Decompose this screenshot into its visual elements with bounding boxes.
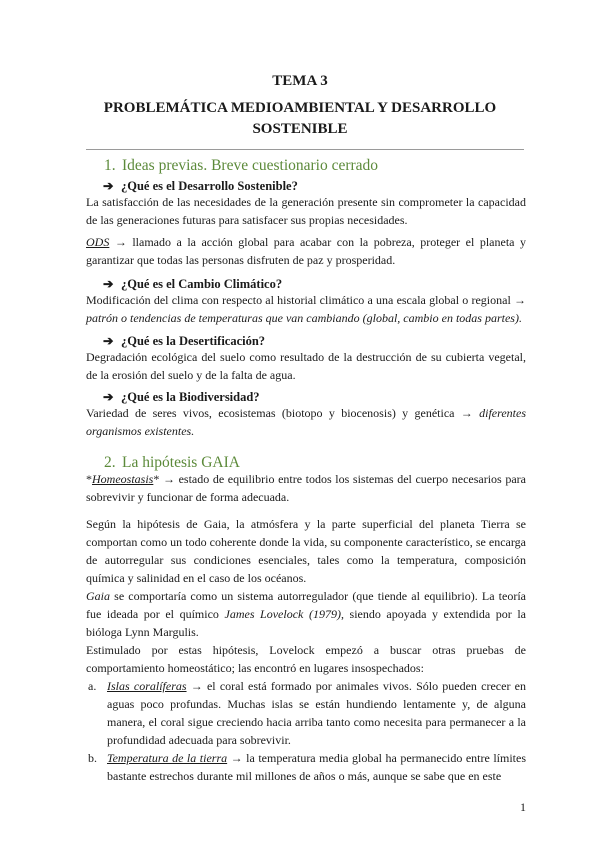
homeostasis-term: Homeostasis bbox=[92, 472, 154, 486]
answer-desarrollo-sostenible: La satisfacción de las necesidades de la generación presente sin comprometer la capacidad de las generaciones futuras para satisfacer sus propias necesidades. bbox=[86, 195, 526, 227]
document-title: PROBLEMÁTICA MEDIOAMBIENTAL Y DESARROLLO SOSTENIBLE bbox=[103, 100, 497, 137]
gaia-paragraph-3: Estimulado por estas hipótesis, Lovelock empezó a buscar otras pruebas de comportamiento homeostático; las encontró en lugares insospechados: bbox=[86, 643, 526, 675]
section-1-number: 1. bbox=[104, 157, 116, 174]
question-desertificacion bbox=[103, 333, 265, 349]
section-1-heading bbox=[104, 157, 378, 175]
answer-italic: diferentes organismos existentes. bbox=[86, 406, 526, 438]
answer-italic: patrón o tendencias de temperaturas que van cambiando (global, cambio en todas partes). bbox=[86, 311, 522, 325]
list-item-body: → la temperatura media global ha permanecido entre límites bastante estrechos durante mil millones de años o más, aunque se sabe que en este bbox=[107, 751, 527, 783]
section-1-title: Ideas previas. Breve cuestionario cerrado bbox=[122, 157, 379, 174]
list-marker: b. bbox=[88, 751, 97, 765]
gaia-text-b: , siendo apoyada y extendida por la bióloga Lynn Margulis. bbox=[86, 607, 527, 639]
list-item-term: Temperatura de la tierra bbox=[107, 751, 228, 765]
ods-text: → llamado a la acción global para acabar con la pobreza, proteger el planeta y garantizar que todas las personas disfruten de paz y prosperidad. bbox=[86, 235, 526, 267]
page-number: 1 bbox=[520, 800, 526, 814]
gaia-paragraph-1: Según la hipótesis de Gaia, la atmósfera y la parte superficial del planeta Tierra se comportan como un todo coherente donde la vida, su componente característico, se encarga de autorregular sus condiciones esenciales, tales como la temperatura, composición química y salinidad en el caso de los océanos. bbox=[86, 517, 526, 585]
section-2-title: La hipótesis GAIA bbox=[122, 454, 240, 471]
answer-cambio-climatico bbox=[86, 291, 526, 327]
gaia-paragraph-2 bbox=[86, 587, 526, 641]
question-biodiversidad bbox=[103, 389, 260, 405]
list-item-term: Islas coralíferas bbox=[107, 679, 187, 693]
section-2-number: 2. bbox=[104, 454, 116, 471]
list-item-text bbox=[107, 677, 526, 749]
arrow-icon: ➔ bbox=[103, 277, 114, 291]
homeostasis-paragraph bbox=[86, 470, 526, 506]
arrow-icon: ➔ bbox=[103, 334, 114, 348]
question-text: ¿Qué es el Cambio Climático? bbox=[121, 277, 283, 291]
list-item-a bbox=[88, 677, 526, 749]
answer-text: Modificación del clima con respecto al historial climático a una escala global o regional → bbox=[86, 293, 526, 307]
gaia-text-a: se comportaría como un sistema autorregulador (que tiende al equilibrio). La teoría fue ideada por el químico bbox=[86, 589, 526, 621]
gaia-author: James Lovelock (1979) bbox=[224, 607, 341, 621]
answer-desertificacion: Degradación ecológica del suelo como resultado de la destrucción de su cubierta vegetal, de la erosión del suelo y de la falta de agua. bbox=[86, 350, 526, 382]
tema-label: TEMA 3 bbox=[272, 73, 328, 89]
question-desarrollo-sostenible bbox=[103, 178, 298, 194]
question-text: ¿Qué es la Desertificación? bbox=[121, 334, 266, 348]
list-marker: a. bbox=[88, 679, 97, 693]
list-item-b bbox=[88, 749, 526, 789]
list-item-body: → el coral está formado por animales vivos. Sólo pueden crecer en aguas poco profundas. Muchas islas se están hundiendo lentamente y, de alguna manera, el coral sigue creciendo hacia arriba tanto como necesita para permanecer a la profundidad adecuada para sobrevivir. bbox=[107, 679, 526, 747]
ods-term: ODS bbox=[86, 235, 110, 249]
arrow-icon: ➔ bbox=[103, 390, 114, 404]
arrow-icon: ➔ bbox=[103, 179, 114, 193]
question-text: ¿Qué es la Biodiversidad? bbox=[121, 390, 260, 404]
gaia-term: Gaia bbox=[86, 589, 110, 603]
question-cambio-climatico bbox=[103, 276, 282, 292]
list-item-text bbox=[107, 749, 526, 785]
homeostasis-text: * → estado de equilibrio entre todos los sistemas del cuerpo necesarios para sobrevivir y funcionar de forma adecuada. bbox=[86, 472, 526, 504]
answer-text: Variedad de seres vivos, ecosistemas (biotopo y biocenosis) y genética → bbox=[86, 406, 480, 420]
answer-biodiversidad bbox=[86, 404, 526, 440]
title-divider bbox=[86, 149, 524, 150]
homeostasis-prefix: * bbox=[86, 472, 92, 486]
question-text: ¿Qué es el Desarrollo Sostenible? bbox=[121, 179, 298, 193]
ods-paragraph bbox=[86, 233, 526, 269]
